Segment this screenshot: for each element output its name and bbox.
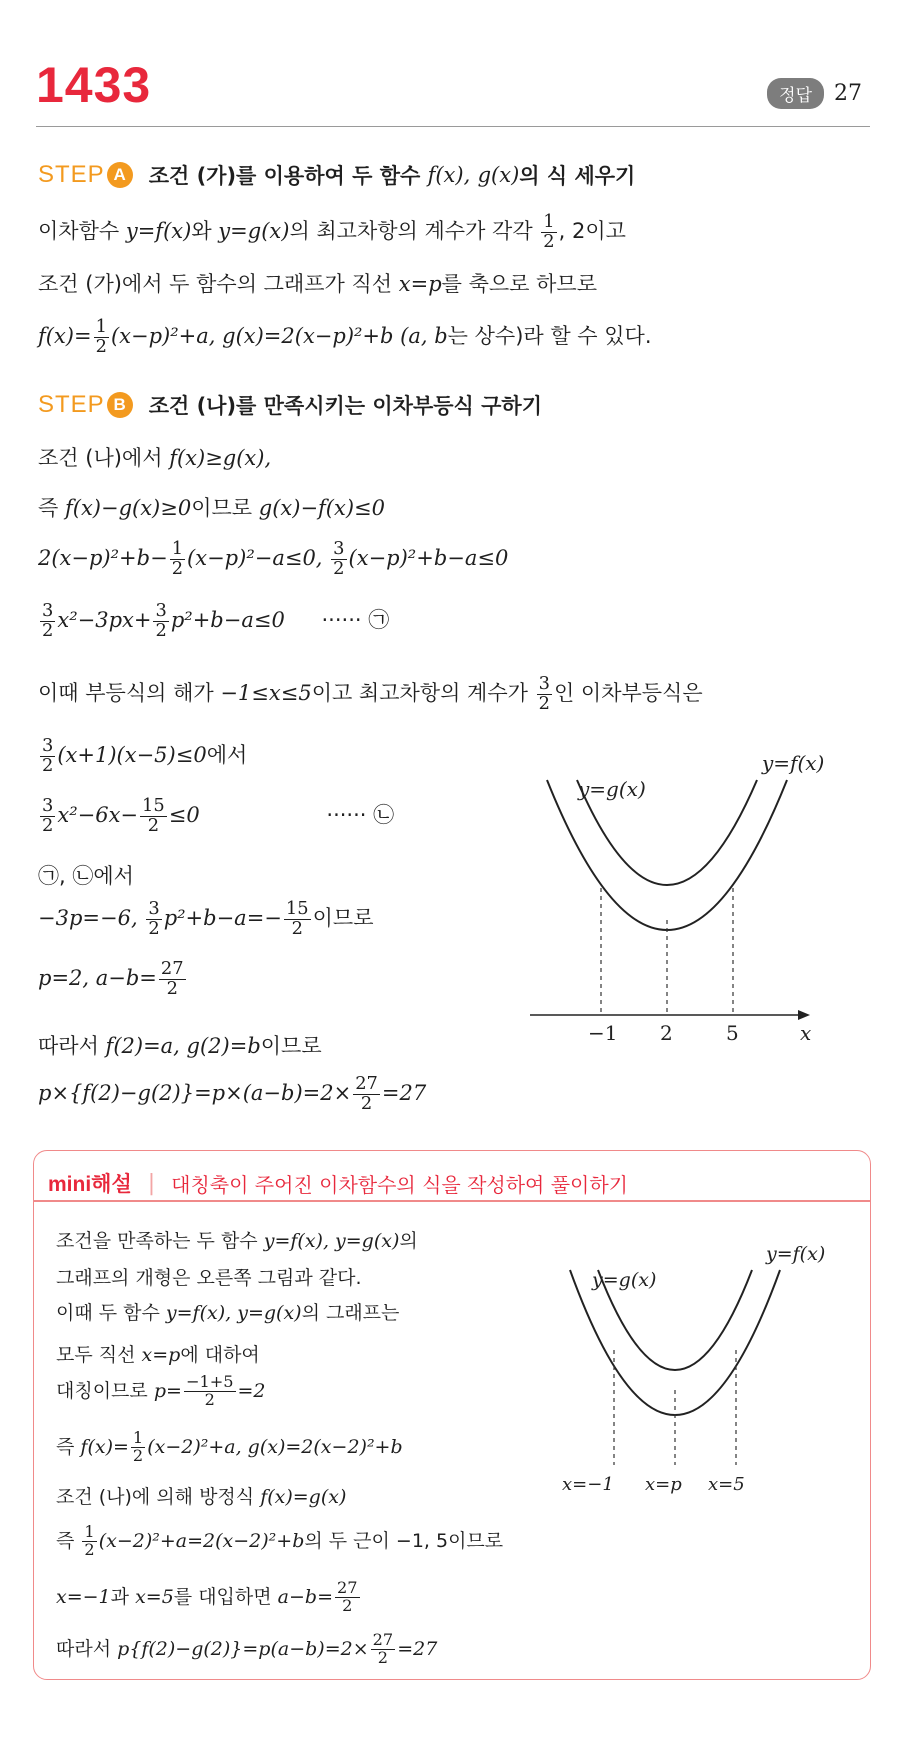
text: 와 (191, 219, 212, 244)
mini-line-3 (56, 1298, 399, 1325)
step-b-line-3 (38, 540, 508, 578)
mini-line-6 (56, 1430, 403, 1465)
numerator: 3 (42, 600, 54, 621)
text: 의 그래프는 (301, 1302, 400, 1324)
numerator: 27 (355, 1073, 378, 1094)
math: =27 (381, 1081, 427, 1106)
fraction (40, 797, 55, 835)
step-a-title-gx: g(x) (477, 163, 520, 187)
text: 에서 (93, 864, 134, 888)
mini-line-4 (56, 1340, 260, 1367)
step-b-badge: B (107, 392, 133, 418)
denominator: 2 (42, 619, 54, 641)
mini-separator: | (147, 1170, 156, 1196)
numerator: 1 (84, 1522, 95, 1541)
numerator: 1 (132, 1428, 144, 1447)
denominator: 2 (171, 557, 184, 579)
tick-minus1: x=−1 (562, 1474, 614, 1495)
numerator: 27 (160, 958, 184, 979)
math: y=f(x), y=g(x) (263, 1230, 400, 1252)
math: (x−p)²+b−a≤0 (348, 546, 509, 571)
step-b-line-1 (38, 442, 271, 472)
math: y=f(x) (125, 219, 192, 244)
step-b-line-6 (38, 737, 247, 775)
step-a-word: STEP (38, 161, 105, 188)
step-b-line-4 (38, 602, 389, 640)
step-b-line-12 (38, 1075, 426, 1113)
parabola-graph-2 (540, 1230, 860, 1500)
fraction (159, 960, 186, 998)
numerator: 3 (42, 735, 54, 756)
step-b-line-8 (38, 860, 134, 890)
math: p= (153, 1379, 182, 1402)
math: (x−2)²+a, g(x)=2(x−2)²+b (147, 1435, 403, 1458)
numerator: 27 (337, 1578, 358, 1597)
text: 에서 (206, 743, 248, 768)
numerator: 3 (42, 795, 54, 816)
numerator: 3 (148, 898, 160, 919)
step-b-line-11 (38, 1030, 322, 1060)
math: p=2, a−b= (38, 966, 157, 991)
fraction (94, 318, 109, 356)
fraction (284, 900, 311, 938)
denominator: 2 (42, 754, 54, 776)
answer-value: 27 (834, 81, 862, 106)
math: x=p (398, 272, 442, 296)
denominator: 2 (333, 557, 345, 579)
math: f(x)−g(x)≥0 (64, 496, 192, 520)
fraction (353, 1075, 380, 1113)
fraction (82, 1524, 96, 1559)
denominator: 2 (291, 917, 303, 939)
denominator: 2 (377, 1647, 389, 1667)
text: 조건 (나)에 의해 방정식 (56, 1486, 255, 1508)
numerator: 15 (142, 795, 165, 816)
numerator: 1 (543, 211, 555, 232)
text: 조건을 만족하는 두 함수 (56, 1230, 258, 1252)
text: 이고 최고차항의 계수가 (311, 681, 528, 706)
step-a-title-pre: 조건 (가)를 이용하여 두 함수 (148, 164, 421, 188)
math: p{f(2)−g(2)}=p(a−b)=2× (117, 1637, 369, 1660)
denominator: 2 (147, 814, 160, 836)
math: x²−3px+ (57, 608, 152, 633)
label-f: y=f(x) (762, 751, 825, 775)
denominator: 2 (166, 977, 178, 999)
text: 이므로 (312, 906, 374, 931)
denominator: 2 (42, 814, 54, 836)
fraction (537, 675, 552, 713)
text: 의 (399, 1230, 418, 1252)
axis-x-label: x (800, 1021, 812, 1045)
math: (x−p)²−a≤0, (187, 546, 323, 571)
numerator: 3 (333, 538, 345, 559)
tick-minus1: −1 (588, 1021, 618, 1045)
mini-line-7 (56, 1482, 346, 1509)
denominator: 2 (132, 1445, 144, 1465)
text: 이때 두 함수 (56, 1302, 160, 1324)
math: f(x)≥g(x), (169, 446, 272, 470)
text: 이므로 (191, 496, 253, 520)
math: g(x)−f(x)≤0 (258, 496, 385, 520)
text: 즉 (56, 1435, 75, 1458)
equation-mark-2: ㉡ (373, 803, 395, 828)
math: p²+b−a≤0 (170, 608, 285, 633)
text: , 2이고 (558, 219, 626, 244)
fraction (541, 213, 556, 251)
tick-p: x=p (645, 1474, 682, 1495)
text: 따라서 (56, 1637, 112, 1660)
text: 에 대하여 (180, 1344, 260, 1366)
text: 의 두 근이 −1, 5이므로 (304, 1529, 504, 1552)
denominator: 2 (342, 1595, 353, 1615)
step-a-title-fx: f(x), (427, 163, 471, 187)
mini-line-9 (56, 1580, 362, 1615)
dots: ······ (321, 608, 362, 633)
step-b-line-10 (38, 960, 188, 998)
math: =2 (237, 1379, 266, 1402)
fraction (153, 602, 168, 640)
mini-line-2: 그래프의 개형은 오른쪽 그림과 같다. (56, 1267, 362, 1289)
math: f(x)= (38, 324, 92, 349)
step-b-line-5 (38, 675, 703, 713)
math: −3p=−6, (38, 906, 138, 931)
step-a-heading (38, 160, 635, 190)
math: −1≤x≤5 (220, 681, 312, 706)
fraction (371, 1632, 396, 1667)
fraction (40, 737, 55, 775)
denominator: 2 (84, 1539, 95, 1559)
step-b-line-2 (38, 492, 385, 522)
math: a−b= (277, 1585, 333, 1608)
parabola-graph-1 (520, 750, 860, 1050)
math: f(x)=g(x) (260, 1486, 347, 1508)
math: (x−p)²+a, g(x)=2(x−p)²+b (a, b (110, 324, 448, 349)
numerator: −1+5 (185, 1372, 234, 1391)
text: 의 최고차항의 계수가 각각 (289, 219, 533, 244)
text: 를 축으로 하므로 (441, 272, 597, 296)
denominator: 2 (204, 1389, 215, 1409)
fraction (140, 797, 167, 835)
mini-line-1 (56, 1226, 418, 1253)
text: 를 대입하면 (173, 1585, 272, 1608)
step-b-line-7 (38, 797, 394, 835)
mini-line-10 (56, 1632, 437, 1667)
text: 이때 부등식의 해가 (38, 681, 214, 706)
fraction (170, 540, 185, 578)
math: 2(x−p)²+b− (38, 546, 168, 571)
numerator: 1 (95, 316, 107, 337)
tick-2: 2 (660, 1021, 673, 1045)
math: (x+1)(x−5)≤0 (57, 743, 207, 768)
step-a-line-3 (38, 318, 652, 356)
math: x=5 (135, 1585, 174, 1608)
math: f(x)= (80, 1435, 129, 1458)
mini-header (48, 1168, 628, 1198)
denominator: 2 (360, 1092, 373, 1114)
denominator: 2 (155, 619, 167, 641)
math: y=g(x) (218, 219, 290, 244)
text: 인 이차부등식은 (553, 681, 703, 706)
answer-tag (767, 78, 862, 109)
math: ㉠, ㉡ (38, 864, 94, 888)
text: 따라서 (38, 1034, 99, 1058)
text: 조건 (가)에서 두 함수의 그래프가 직선 (38, 272, 393, 296)
text: 모두 직선 (56, 1344, 136, 1366)
curve-f (547, 780, 787, 930)
tick-5: 5 (726, 1021, 739, 1045)
text: 조건 (나)에서 (38, 446, 163, 470)
math: x=p (141, 1344, 181, 1366)
mini-logo: mini해설 (48, 1173, 132, 1196)
fraction (146, 900, 161, 938)
math: f(2)=a, g(2)=b (105, 1034, 261, 1058)
numerator: 27 (372, 1630, 394, 1649)
text: 이므로 (260, 1034, 322, 1058)
step-b-title: 조건 (나)를 만족시키는 이차부등식 구하기 (148, 394, 542, 418)
step-a-line-1 (38, 213, 626, 251)
equation-mark-1: ㉠ (368, 608, 390, 633)
denominator: 2 (538, 692, 550, 714)
numerator: 3 (538, 673, 550, 694)
step-b-word: STEP (38, 391, 105, 418)
math: y=f(x), y=g(x) (165, 1302, 302, 1324)
math: =27 (397, 1637, 438, 1660)
text: 즉 (56, 1529, 75, 1552)
math: ≤0 (168, 803, 200, 828)
mini-divider (33, 1200, 871, 1202)
text: 는 상수)라 할 수 있다. (447, 324, 652, 349)
dots: ······ (326, 803, 367, 828)
header-divider (36, 126, 870, 127)
math: p²+b−a=− (163, 906, 282, 931)
fraction (335, 1580, 360, 1615)
denominator: 2 (543, 230, 555, 252)
text: 대칭이므로 (56, 1379, 148, 1402)
step-a-title-post: 의 식 세우기 (519, 164, 636, 188)
numerator: 1 (171, 538, 184, 559)
answer-label: 정답 (767, 78, 824, 109)
fraction (40, 602, 55, 640)
text: 즉 (38, 496, 59, 520)
numerator: 3 (155, 600, 167, 621)
math: x=−1 (56, 1585, 111, 1608)
step-a-badge: A (107, 162, 133, 188)
label-f: y=f(x) (766, 1243, 826, 1265)
mini-title: 대칭축이 주어진 이차함수의 식을 작성하여 풀이하기 (171, 1172, 628, 1197)
math: x²−6x− (57, 803, 139, 828)
mini-line-8 (56, 1524, 503, 1559)
x-axis-arrow (798, 1010, 810, 1020)
step-b-line-9 (38, 900, 373, 938)
step-a-line-2 (38, 268, 597, 298)
fraction (131, 1430, 145, 1465)
fraction (331, 540, 346, 578)
step-b-heading (38, 390, 542, 420)
label-g: y=g(x) (592, 1269, 657, 1291)
fraction (184, 1374, 236, 1409)
label-g: y=g(x) (578, 777, 646, 801)
tick-5: x=5 (708, 1474, 745, 1495)
mini-line-5 (56, 1374, 266, 1409)
denominator: 2 (95, 335, 107, 357)
math: (x−2)²+a=2(x−2)²+b (98, 1529, 305, 1552)
text: 과 (110, 1585, 130, 1608)
math: p×{f(2)−g(2)}=p×(a−b)=2× (38, 1081, 352, 1106)
problem-number: 1433 (36, 57, 152, 113)
text: 이차함수 (38, 219, 120, 244)
numerator: 15 (285, 898, 309, 919)
denominator: 2 (148, 917, 160, 939)
